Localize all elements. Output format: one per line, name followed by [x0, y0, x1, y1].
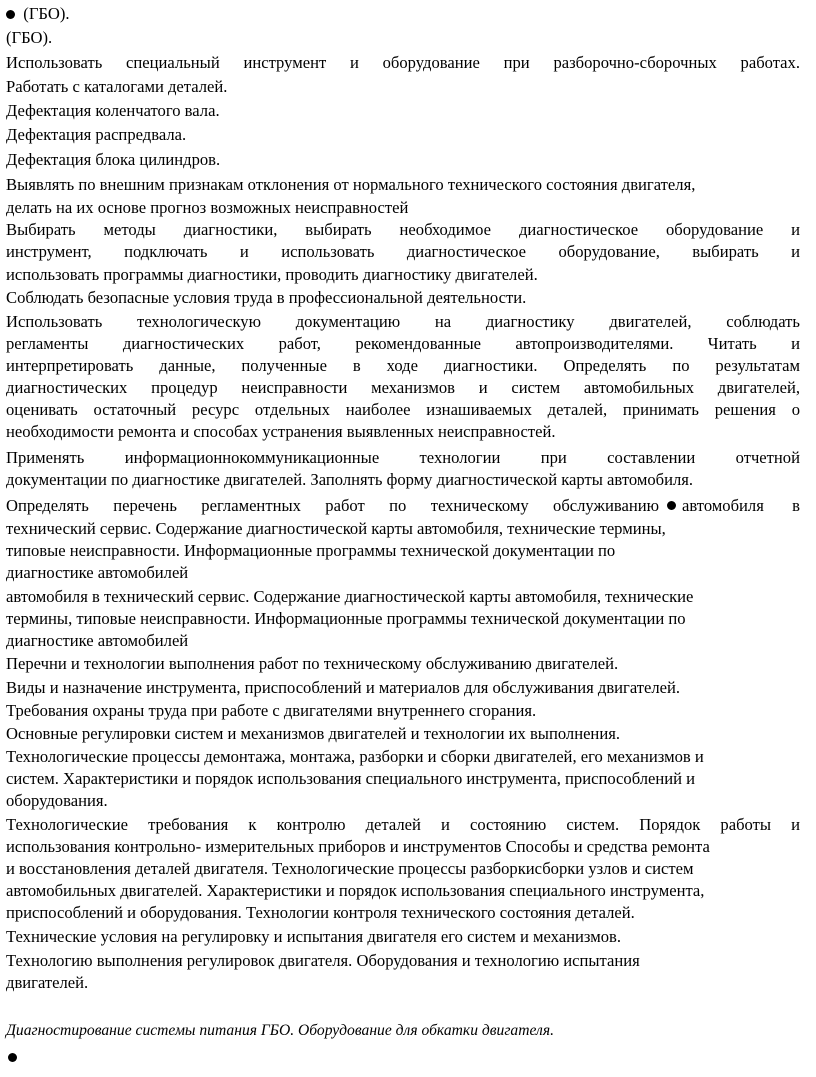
text-line: [6, 3, 800, 25]
text-line: Технологию выполнения регулировок двигателя. Оборудования и технологию испытания: [6, 951, 640, 970]
text-line: интерпретировать данные, полученные в ходе диагностики. Определять по результатам: [6, 356, 800, 375]
text-line: Дефектация блока цилиндров.: [6, 150, 221, 169]
text-line: Требования охраны труда при работе с двигателями внутреннего сгорания.: [6, 701, 537, 720]
text-line: регламенты диагностических работ, рекомендованные автопроизводителями. Читать и: [6, 334, 800, 353]
line-text: Определять перечень регламентных работ по техническому обслуживанию: [6, 496, 659, 515]
text-line: автомобильных двигателей. Характеристики и порядок использования специального инструмента,: [6, 881, 705, 900]
text-line: Виды и назначение инструмента, приспособлений и материалов для обслуживания двигателей.: [6, 678, 681, 697]
text-line: технический сервис. Содержание диагностической карты автомобиля, технические термины,: [6, 519, 666, 538]
text-line: использования контрольно- измерительных приборов и инструментов Способы и средства ремонта: [6, 837, 710, 856]
text-line: автомобиля в технический сервис. Содержание диагностической карты автомобиля, технические: [6, 587, 694, 606]
text-line: Технологические требования к контролю деталей и состоянию систем. Порядок работы и: [6, 815, 800, 834]
text-line: типовые неисправности. Информационные программы технической документации по: [6, 541, 616, 560]
text-line: делать на их основе прогноз возможных неисправностей: [6, 198, 409, 217]
bullet-icon: [6, 10, 15, 19]
text-line: диагностических процедур неисправности механизмов и систем автомобильных двигателей,: [6, 378, 800, 397]
text-line: использовать программы диагностики, проводить диагностику двигателей.: [6, 265, 538, 284]
text-line: Дефектация коленчатого вала.: [6, 101, 220, 120]
text-line: двигателей.: [6, 973, 89, 992]
text-line: и восстановления деталей двигателя. Технологические процессы разборкисборки узлов и систем: [6, 859, 694, 878]
text-line: инструмент, подключать и использовать диагностическое оборудование, выбирать и: [6, 242, 800, 261]
text-line: Технологические процессы демонтажа, монтажа, разборки и сборки двигателей, его механизмов и: [6, 747, 704, 766]
text-line: Основные регулировки систем и механизмов двигателей и технологии их выполнения.: [6, 724, 620, 743]
line-text: (ГБО).: [23, 4, 70, 23]
text-line: документации по диагностике двигателей. Заполнять форму диагностической карты автомобиля.: [6, 470, 694, 489]
bullet-icon: [667, 501, 676, 510]
text-line: Использовать специальный инструмент и оборудование при разборочно-сборочных работах.: [6, 53, 800, 72]
text-line: Соблюдать безопасные условия труда в профессиональной деятельности.: [6, 288, 527, 307]
line-text: автомобиля в: [682, 496, 800, 515]
text-line: диагностике автомобилей: [6, 631, 189, 650]
text-line: Технические условия на регулировку и испытания двигателя его систем и механизмов.: [6, 927, 621, 946]
caption-line: Диагностирование системы питания ГБО. Оборудование для обкатки двигателя.: [6, 1022, 554, 1039]
text-line: систем. Характеристики и порядок использования специального инструмента, приспособлений и: [6, 769, 696, 788]
text-line: диагностике автомобилей: [6, 563, 189, 582]
text-line: Выявлять по внешним признакам отклонения от нормального технического состояния двигателя,: [6, 175, 696, 194]
text-line: Работать с каталогами деталей.: [6, 77, 228, 96]
text-line: Применять информационнокоммуникационные технологии при составлении отчетной: [6, 448, 800, 467]
text-line: термины, типовые неисправности. Информационные программы технической документации по: [6, 609, 686, 628]
text-line: Дефектация распредвала.: [6, 125, 187, 144]
text-line: необходимости ремонта и способах устранения выявленных неисправностей.: [6, 422, 556, 441]
text-line: оборудования.: [6, 791, 108, 810]
text-line: Перечни и технологии выполнения работ по техническому обслуживанию двигателей.: [6, 654, 619, 673]
text-line: [6, 495, 800, 517]
text-line: оценивать остаточный ресурс отдельных наиболее изнашиваемых деталей, принимать решения о: [6, 400, 800, 419]
text-line: (ГБО).: [6, 28, 53, 47]
text-line: Выбирать методы диагностики, выбирать необходимое диагностическое оборудование и: [6, 220, 800, 239]
text-line: приспособлений и оборудования. Технологии контроля технического состояния деталей.: [6, 903, 635, 922]
bullet-icon: [8, 1053, 17, 1062]
text-line: Использовать технологическую документацию на диагностику двигателей, соблюдать: [6, 312, 800, 331]
